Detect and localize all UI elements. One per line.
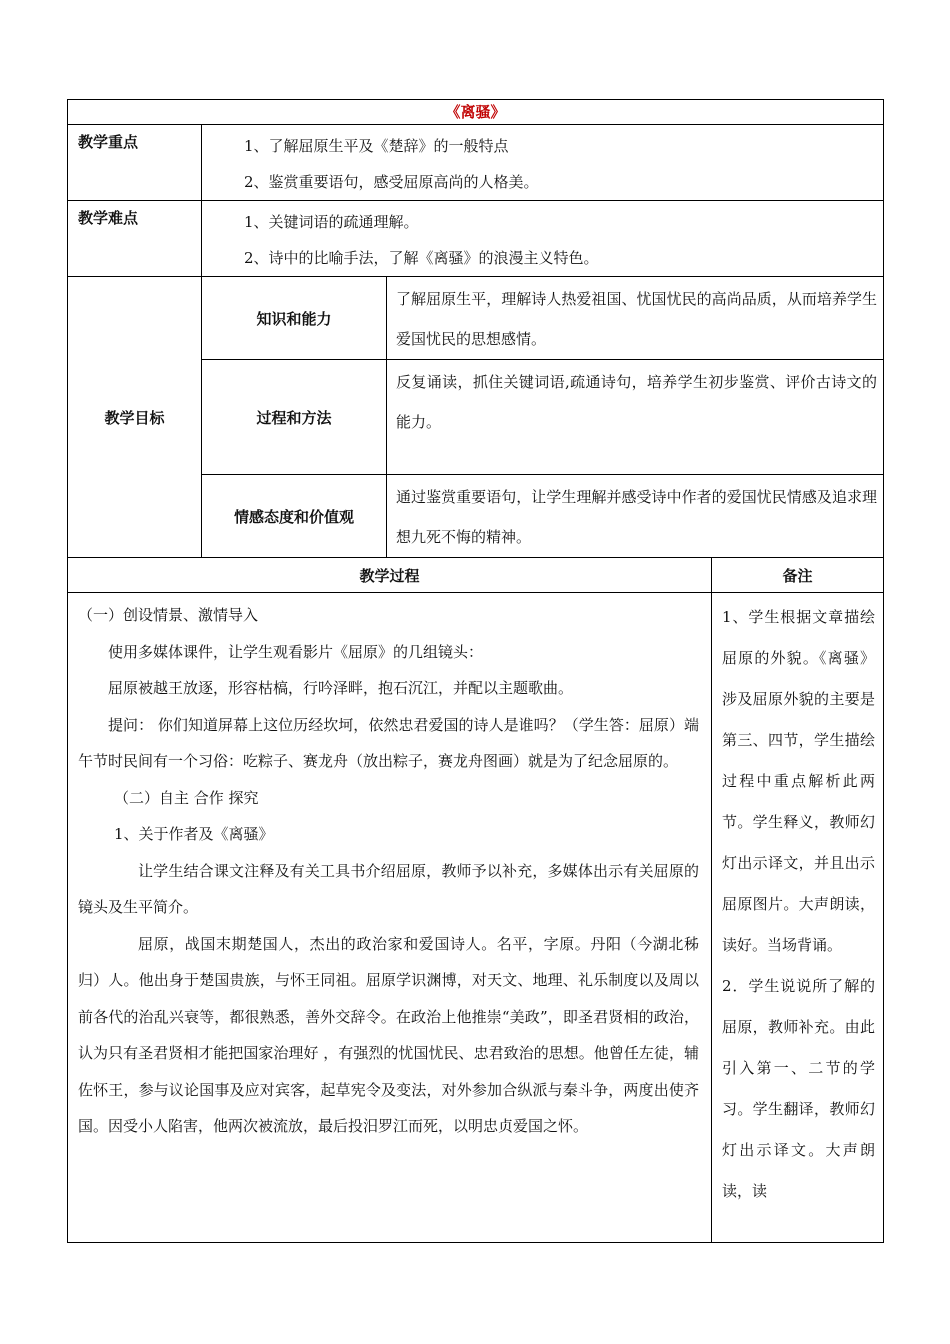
remarks-content: [712, 593, 884, 1243]
lesson-plan-table: [67, 99, 884, 1243]
teaching-process-content: [68, 593, 712, 1243]
process-paragraph: 屈原被越王放逐，形容枯槁，行吟泽畔，抱石沉江，并配以主题歌曲。: [108, 679, 574, 697]
process-paragraph: 使用多媒体课件，让学生观看影片《屈原》的几组镜头：: [108, 642, 484, 661]
objective-text: 了解屈原生平，理解诗人热爱祖国、忧国忧民的高尚品质，从而培养学生爱国忧民的思想感情。: [387, 277, 884, 360]
objectives-label: 教学目标: [68, 277, 202, 558]
process-paragraph: 屈原，战国末期楚国人，杰出的政治家和爱国诗人。名平，字原。丹阳（今湖北秭归）人。他出身于楚国贵族，与怀王同祖。屈原学识渊博，对天文、地理、礼乐制度以及周以前各代的治乱兴衰等，都很熟悉，善外交辞令。在政治上他推崇“美政”，即圣君贤相的政治，认为只有圣君贤相才能把国家治理好 ，有强烈的忧国忧民、忠君致治的思想。他曾任左徒，辅佐怀王，参与议论国事及应对宾客，起草宪令及变法，对外参加合纵派与秦斗争，两度出使齐国。因受小人陷害，他两次被流放，最后投汨罗江而死，以明忠贞爱国之怀。: [78, 934, 699, 1135]
difficult-point-item: 1、关键词语的疏通理解。: [244, 213, 419, 231]
process-paragraph: 提问： 你们知道屏幕上这位历经坎坷，依然忠君爱国的诗人是谁吗？（学生答：屈原）端午节时民间有一个习俗：吃粽子、赛龙舟（放出粽子，赛龙舟图画）就是为了纪念屈原的。: [78, 715, 699, 770]
difficult-points-content: [202, 201, 884, 277]
key-point-item: 1、了解屈原生平及《楚辞》的一般特点: [244, 137, 509, 155]
difficult-point-item: 2、诗中的比喻手法，了解《离骚》的浪漫主义特色。: [244, 249, 599, 267]
objective-name: 情感态度和价值观: [202, 475, 387, 558]
remark-paragraph: 1、学生根据文章描绘屈原的外貌。《离骚》涉及屈原外貌的主要是第三、四节，学生描绘过程中重点解析此两节。学生释义，教师幻灯出示译文，并且出示屈原图片。大声朗读，读好。当场背诵。: [722, 608, 876, 954]
key-points-content: [202, 125, 884, 201]
key-points-label: 教学重点: [68, 125, 202, 201]
difficult-points-label: 教学难点: [68, 201, 202, 277]
objective-name: 知识和能力: [202, 277, 387, 360]
objective-text: 通过鉴赏重要语句，让学生理解并感受诗中作者的爱国忧民情感及追求理想九死不悔的精神。: [387, 475, 884, 558]
section-title: （一）创设情景、激情导入: [78, 606, 259, 624]
objective-text: 反复诵读，抓住关键词语,疏通诗句，培养学生初步鉴赏、评价古诗文的能力。: [387, 360, 884, 475]
remarks-header: 备注: [712, 558, 884, 593]
subsection-title: 1、关于作者及《离骚》: [114, 825, 274, 843]
document-title: 《离骚》: [68, 100, 884, 125]
section-title: （二）自主 合作 探究: [114, 788, 259, 807]
process-header: 教学过程: [68, 558, 712, 593]
remark-paragraph: 2．学生说说所了解的屈原，教师补充。由此引入第一、二节的学习。学生翻译，教师幻灯出示译文。大声朗读，读: [722, 977, 876, 1200]
process-paragraph: 让学生结合课文注释及有关工具书介绍屈原，教师予以补充，多媒体出示有关屈原的镜头及生平简介。: [78, 861, 699, 916]
lesson-plan-page: [67, 99, 883, 1243]
key-point-item: 2、鉴赏重要语句，感受屈原高尚的人格美。: [244, 173, 539, 191]
objective-name: 过程和方法: [202, 360, 387, 475]
